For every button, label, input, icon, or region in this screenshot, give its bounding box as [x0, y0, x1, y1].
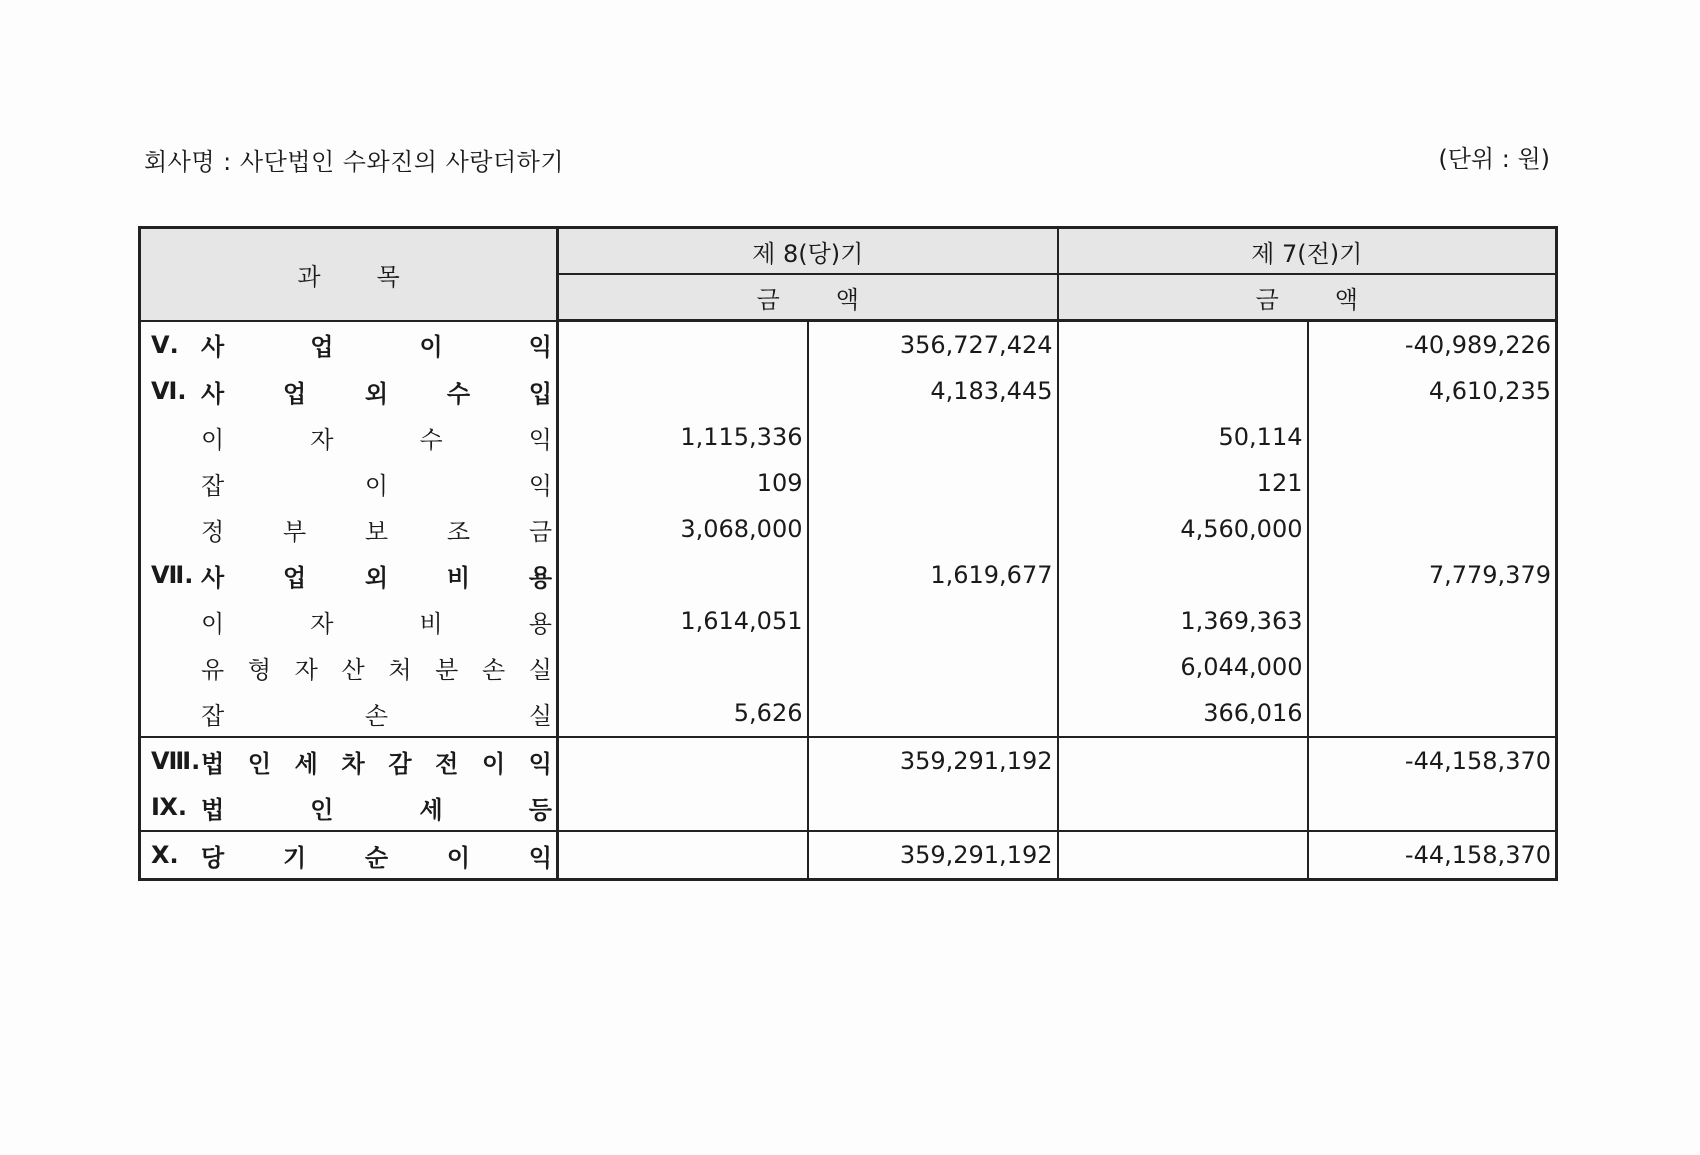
- prior-total-amount: -44,158,370: [1308, 737, 1557, 784]
- account-label-cell: [140, 690, 558, 737]
- current-detail-amount: [558, 368, 808, 414]
- period-current-header: 제 8(당)기: [558, 228, 1058, 275]
- prior-total-amount: [1308, 644, 1557, 690]
- current-detail-amount: [558, 644, 808, 690]
- current-detail-amount: [558, 831, 808, 880]
- account-label: 사 업 이 익: [201, 333, 552, 362]
- prior-detail-amount: 50,114: [1058, 414, 1308, 460]
- prior-total-amount: -44,158,370: [1308, 831, 1557, 880]
- current-detail-amount: [558, 737, 808, 784]
- prior-total-amount: 4,610,235: [1308, 368, 1557, 414]
- account-label-cell: [140, 831, 558, 880]
- account-label-cell: [140, 368, 558, 414]
- prior-detail-amount: [1058, 831, 1308, 880]
- income-statement-table: [138, 226, 1558, 881]
- current-total-amount: 359,291,192: [808, 831, 1058, 880]
- current-total-amount: 359,291,192: [808, 737, 1058, 784]
- prior-detail-amount: [1058, 784, 1308, 831]
- current-total-amount: 356,727,424: [808, 321, 1058, 369]
- table-row: [140, 784, 1557, 831]
- section-numeral: Ⅶ.: [151, 561, 194, 589]
- prior-total-amount: [1308, 598, 1557, 644]
- current-total-amount: [808, 784, 1058, 831]
- prior-detail-amount: 4,560,000: [1058, 506, 1308, 552]
- current-total-amount: [808, 506, 1058, 552]
- account-label: 정 부 보 조 금: [201, 517, 552, 546]
- prior-total-amount: [1308, 506, 1557, 552]
- prior-total-amount: -40,989,226: [1308, 321, 1557, 369]
- prior-detail-amount: [1058, 737, 1308, 784]
- prior-total-amount: [1308, 784, 1557, 831]
- prior-detail-amount: 1,369,363: [1058, 598, 1308, 644]
- table-row: [140, 737, 1557, 784]
- prior-detail-amount: [1058, 552, 1308, 598]
- account-label: 잡 이 익: [201, 471, 552, 500]
- current-detail-amount: 5,626: [558, 690, 808, 737]
- current-detail-amount: [558, 552, 808, 598]
- account-label-cell: [140, 784, 558, 831]
- current-total-amount: [808, 644, 1058, 690]
- account-label-cell: [140, 598, 558, 644]
- table-row: [140, 831, 1557, 880]
- prior-detail-amount: 6,044,000: [1058, 644, 1308, 690]
- current-total-amount: 4,183,445: [808, 368, 1058, 414]
- section-numeral: Ⅹ.: [151, 841, 179, 869]
- prior-total-amount: 7,779,379: [1308, 552, 1557, 598]
- prior-detail-amount: 366,016: [1058, 690, 1308, 737]
- account-label-cell: [140, 321, 558, 369]
- account-label: 당 기 순 이 익: [201, 843, 552, 872]
- subject-header: 과 목: [140, 228, 558, 321]
- table-row: [140, 321, 1557, 369]
- table-row: [140, 414, 1557, 460]
- prior-detail-amount: [1058, 368, 1308, 414]
- account-label-cell: [140, 460, 558, 506]
- current-detail-amount: 1,115,336: [558, 414, 808, 460]
- account-label: 이 자 비 용: [201, 609, 552, 638]
- prior-detail-amount: 121: [1058, 460, 1308, 506]
- account-label: 잡 손 실: [201, 701, 552, 730]
- section-numeral: Ⅴ.: [151, 330, 179, 359]
- current-detail-amount: 109: [558, 460, 808, 506]
- account-label: 법 인 세 차 감 전 이 익: [201, 749, 552, 778]
- company-name: 회사명 : 사단법인 수와진의 사랑더하기: [144, 148, 565, 176]
- table-row: [140, 690, 1557, 737]
- table-row: [140, 552, 1557, 598]
- table-row: [140, 460, 1557, 506]
- prior-total-amount: [1308, 690, 1557, 737]
- current-total-amount: [808, 690, 1058, 737]
- account-label-cell: [140, 414, 558, 460]
- table-row: [140, 644, 1557, 690]
- account-label-cell: [140, 737, 558, 784]
- account-label: 이 자 수 익: [201, 425, 552, 454]
- prior-total-amount: [1308, 414, 1557, 460]
- account-label: 사 업 외 수 입: [201, 379, 552, 408]
- current-total-amount: 1,619,677: [808, 552, 1058, 598]
- current-detail-amount: 1,614,051: [558, 598, 808, 644]
- account-label: 사 업 외 비 용: [201, 563, 552, 592]
- account-label-cell: [140, 506, 558, 552]
- prior-detail-amount: [1058, 321, 1308, 369]
- table-row: [140, 506, 1557, 552]
- account-label: 유 형 자 산 처 분 손 실: [201, 655, 552, 684]
- account-label-cell: [140, 552, 558, 598]
- account-label-cell: [140, 644, 558, 690]
- section-numeral: Ⅸ.: [151, 793, 188, 821]
- period-prior-header: 제 7(전)기: [1058, 228, 1557, 275]
- current-detail-amount: [558, 784, 808, 831]
- amount-header-prior: 금 액: [1058, 274, 1557, 321]
- table-row: [140, 598, 1557, 644]
- current-total-amount: [808, 598, 1058, 644]
- section-numeral: Ⅷ.: [151, 747, 201, 775]
- prior-total-amount: [1308, 460, 1557, 506]
- section-numeral: Ⅵ.: [151, 377, 187, 405]
- current-total-amount: [808, 414, 1058, 460]
- table-row: [140, 368, 1557, 414]
- amount-header-current: 금 액: [558, 274, 1058, 321]
- unit-label: (단위 : 원): [1438, 145, 1550, 173]
- current-detail-amount: [558, 321, 808, 369]
- current-detail-amount: 3,068,000: [558, 506, 808, 552]
- current-total-amount: [808, 460, 1058, 506]
- account-label: 법 인 세 등: [201, 795, 552, 824]
